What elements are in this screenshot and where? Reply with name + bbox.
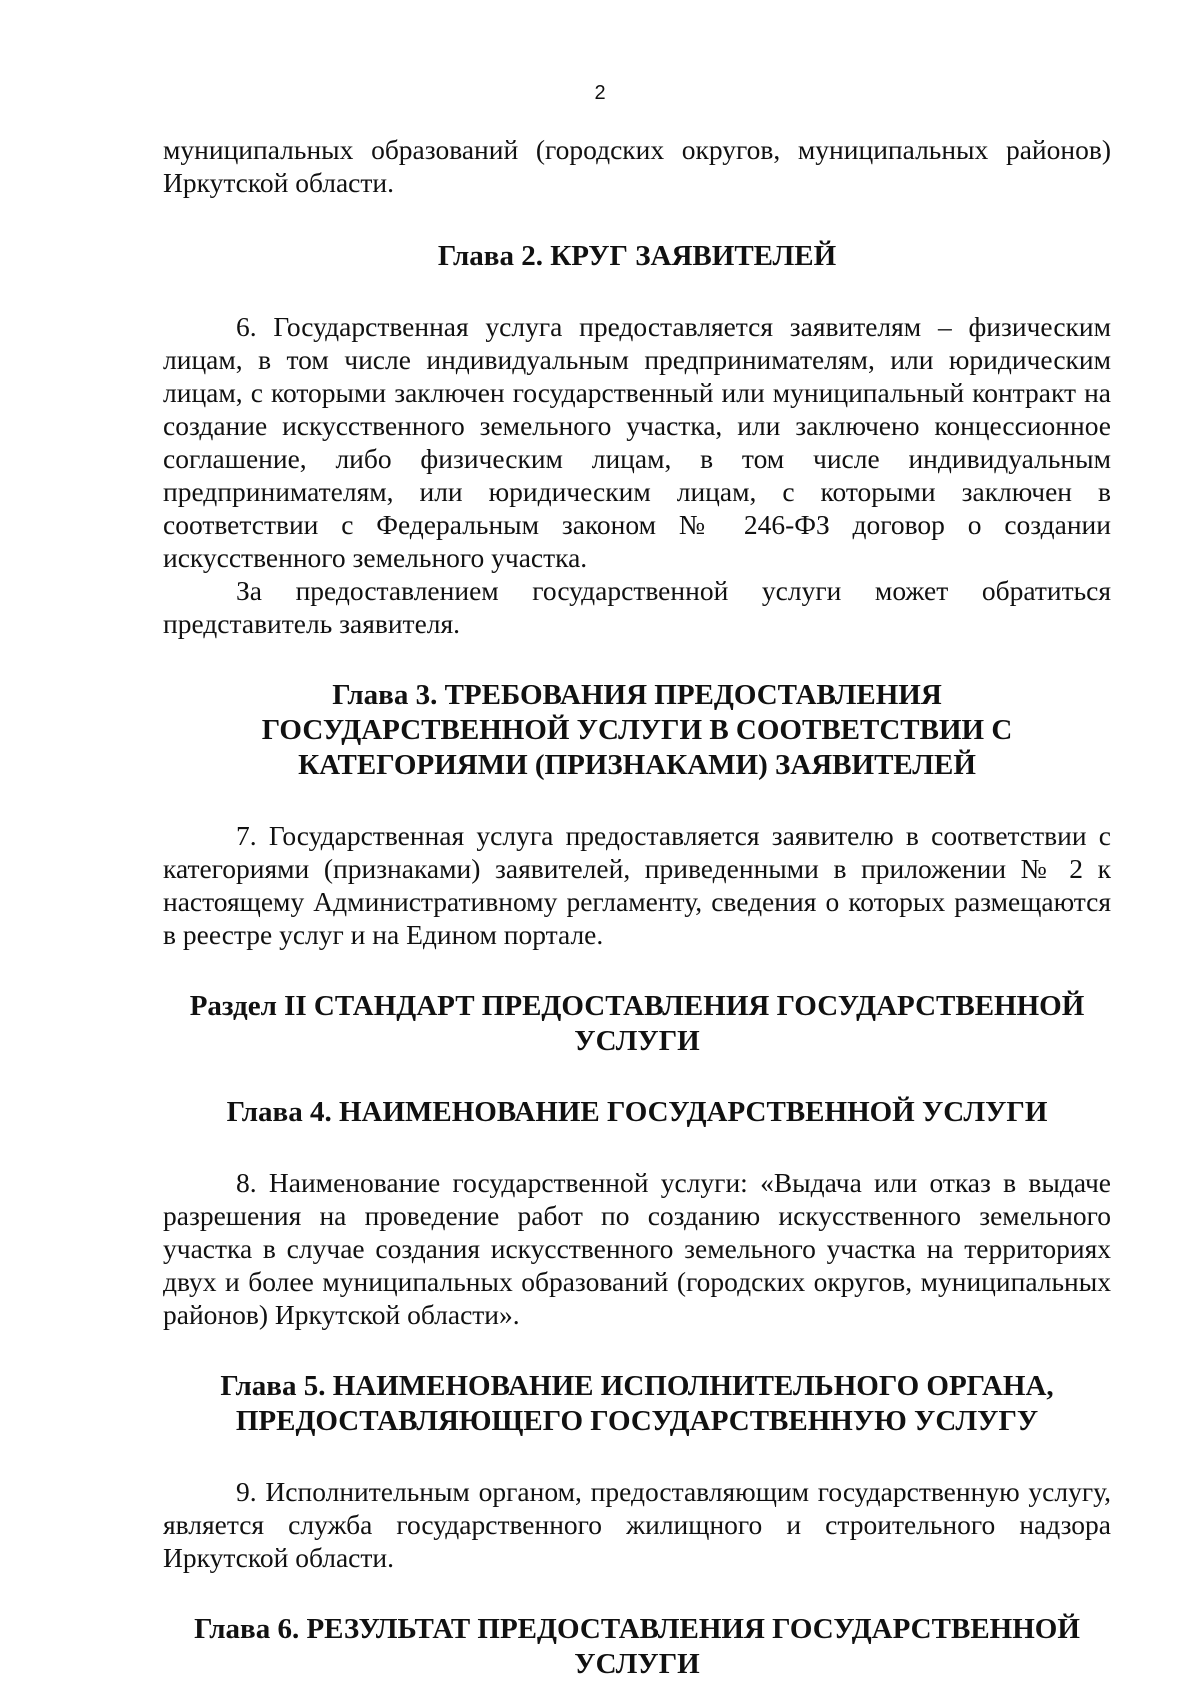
paragraph-6: 6. Государственная услуга предоставляется заявителям – физическим лицам, в том числе индивидуальным предпринимателям, или юридическим лицам, с которыми заключен государственный или муниципальный контракт на создание искусственного земельного участка, или заключено концессионное соглашение, либо физическим лицам, в том числе индивидуальным предпринимателям, или юридическим лицам, с которыми заключен в соответствии с Федеральным законом № 246-ФЗ договор о создании искусственного земельного участка. [163, 311, 1111, 573]
paragraph-8: 8. Наименование государственной услуги: «Выдача или отказ в выдаче разрешения на проведение работ по созданию искусственного земельного участка в случае создания искусственного земельного участка на территориях двух и более муниципальных образований (городских округов, муниципальных районов) Иркутской области». [163, 1167, 1111, 1330]
paragraph-7: 7. Государственная услуга предоставляется заявителю в соответствии с категориями (признаками) заявителей, приведенными в приложении № 2 к настоящему Административному регламенту, сведения о которых размещаются в реестре услуг и на Едином портале. [163, 820, 1111, 950]
heading-chapter-2: Глава 2. КРУГ ЗАЯВИТЕЛЕЙ [437, 240, 837, 272]
paragraph-representative: За предоставлением государственной услуги может обратиться представитель заявителя. [163, 575, 1111, 639]
heading-chapter-5: Глава 5. НАИМЕНОВАНИЕ ИСПОЛНИТЕЛЬНОГО ОРГАНА, ПРЕДОСТАВЛЯЮЩЕГО ГОСУДАРСТВЕННУЮ УСЛУГУ [220, 1370, 1054, 1437]
heading-chapter-3: Глава 3. ТРЕБОВАНИЯ ПРЕДОСТАВЛЕНИЯ ГОСУДАРСТВЕННОЙ УСЛУГИ В СООТВЕТСТВИИ С КАТЕГОРИЯМИ (ПРИЗНАКАМИ) ЗАЯВИТЕЛЕЙ [261, 679, 1013, 781]
heading-chapter-4: Глава 4. НАИМЕНОВАНИЕ ГОСУДАРСТВЕННОЙ УСЛУГИ [226, 1096, 1048, 1128]
document-body [163, 133, 1111, 1682]
paragraph-9: 9. Исполнительным органом, предоставляющим государственную услугу, является служба государственного жилищного и строительного надзора Иркутской области. [163, 1476, 1111, 1573]
heading-chapter-6: Глава 6. РЕЗУЛЬТАТ ПРЕДОСТАВЛЕНИЯ ГОСУДАРСТВЕННОЙ УСЛУГИ [194, 1613, 1080, 1680]
heading-section-2: Раздел II СТАНДАРТ ПРЕДОСТАВЛЕНИЯ ГОСУДАРСТВЕННОЙ УСЛУГИ [189, 990, 1085, 1057]
paragraph-continuation: муниципальных образований (городских округов, муниципальных районов) Иркутской области. [163, 134, 1111, 198]
page-number: 2 [594, 82, 606, 104]
